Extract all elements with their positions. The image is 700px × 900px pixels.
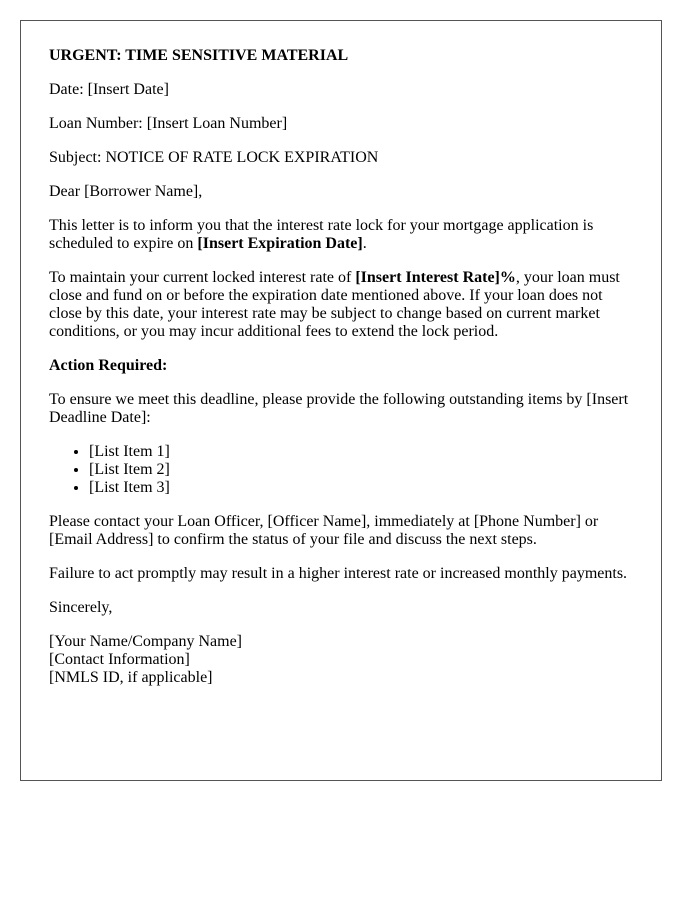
closing: Sincerely, (49, 599, 113, 616)
rate-text-before: To maintain your current locked interest rate of (49, 269, 356, 286)
loan-number-line: Loan Number: [Insert Loan Number] (49, 115, 288, 132)
intro-text-after: . (362, 235, 367, 252)
signature-contact: [Contact Information] (49, 651, 190, 668)
subject-line: Subject: NOTICE OF RATE LOCK EXPIRATION (49, 149, 379, 166)
intro-text-before: This letter is to inform you that the interest rate lock for your mortgage application is scheduled to expire on (49, 217, 594, 252)
list-item: • [List Item 3] (89, 479, 633, 497)
list-item: • [List Item 2] (89, 461, 633, 479)
list-item: • [List Item 1] (89, 443, 633, 461)
interest-rate-placeholder: [Insert Interest Rate]% (355, 269, 516, 286)
signature-block (49, 633, 633, 687)
warning-paragraph: Failure to act promptly may result in a higher interest rate or increased monthly payments. (49, 565, 628, 582)
contact-paragraph: Please contact your Loan Officer, [Officer Name], immediately at [Phone Number] or [Email Address] to confirm the status of your file and discuss the next steps. (49, 513, 599, 548)
signature-name: [Your Name/Company Name] (49, 633, 243, 650)
outstanding-items-list (49, 443, 633, 497)
date-line: Date: [Insert Date] (49, 81, 169, 98)
action-intro: To ensure we meet this deadline, please provide the following outstanding items by [Insert Deadline Date]: (49, 391, 629, 426)
urgent-heading: URGENT: TIME SENSITIVE MATERIAL (49, 47, 349, 64)
signature-nmls: [NMLS ID, if applicable] (49, 669, 213, 686)
expiration-date-placeholder: [Insert Expiration Date] (197, 235, 363, 252)
rate-paragraph (49, 269, 633, 341)
rate-text-after: , your loan must close and fund on or before the expiration date mentioned above. If your loan does not close by this date, your interest rate may be subject to change based on current market conditions, or you may incur additional fees to extend the lock period. (49, 269, 620, 340)
action-required-heading: Action Required: (49, 357, 168, 374)
salutation: Dear [Borrower Name], (49, 183, 203, 200)
letter-document (20, 20, 662, 781)
intro-paragraph (49, 217, 633, 253)
